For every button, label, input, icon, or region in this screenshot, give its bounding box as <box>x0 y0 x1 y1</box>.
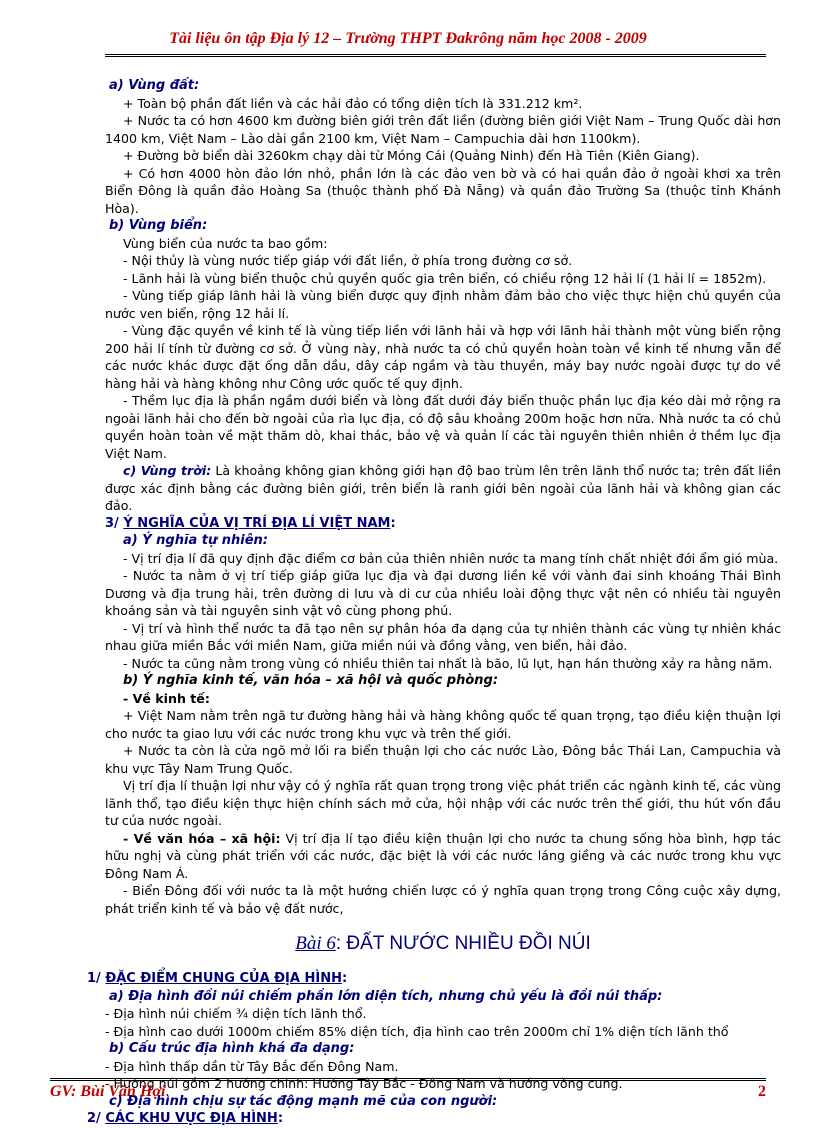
paragraph: - Địa hình thấp dần từ Tây Bắc đến Đông Nam. <box>105 1058 399 1074</box>
section-heading-3 <box>105 515 781 533</box>
paragraph: Vị trí địa lí thuận lợi như vậy có ý nghĩa rất quan trọng trong việc phát triển các ngành kinh tế, các vùng lãnh thổ, tạo điều kiện thực hiện chính sách mở cửa, hội nhập với các nước trên thế giới, thu hút vốn đầu tư của nước ngoài. <box>105 778 781 828</box>
document-body <box>87 77 781 1128</box>
paragraph: - Vị trí và hình thể nước ta đã tạo nên sự phân hóa đa dạng của tự nhiên thành các vùng tự nhiên khác nhau giữa miền Bắc với miền Nam, giữa miền núi và đồng vằng, ven biển, hải đảo. <box>105 620 781 653</box>
heading-ve-kinh-te: - Về kinh tế: <box>123 690 210 706</box>
paragraph: - Thềm lục địa là phần ngầm dưới biển và lòng đất dưới đáy biển thuộc phần lục địa kéo dài mở rộng ra ngoài lãnh hải cho đến bờ ngoài của rìa lục địa, có độ sâu khoảng 200m hoặc hơn nữa. Nhà nước ta có chủ quyền hoàn toàn về mặt thăm dò, khai thác, bảo vệ và quản lí các tài nguyên thiên nhiên ở thềm lục địa Việt Nam. <box>105 393 781 461</box>
heading-dia-hinh-doi-nui: a) Địa hình đồi núi chiếm phần lớn diện tích, nhưng chủ yếu là đồi núi thấp: <box>109 988 663 1004</box>
heading-cau-truc-dia-hinh: b) Cấu trúc địa hình khá đa dạng: <box>109 1041 355 1056</box>
paragraph: + Toàn bộ phần đất liền và các hải đảo có tổng diện tích là 331.212 km². <box>123 95 583 111</box>
heading-y-nghia-tu-nhien: a) Ý nghĩa tự nhiên: <box>123 533 268 548</box>
section-number: 3/ <box>105 515 124 531</box>
section-number: 2/ <box>87 1111 106 1126</box>
header-rule <box>105 54 766 57</box>
footer-author: GV: Bùi Văn Hợi <box>50 1083 166 1100</box>
paragraph: Vùng biển của nước ta bao gồm: <box>123 235 328 251</box>
paragraph-vung-troi <box>105 462 781 515</box>
section-title: Ý NGHĨA CỦA VỊ TRÍ ĐỊA LÍ VIỆT NAM <box>123 515 391 531</box>
section-number: 1/ <box>87 971 106 986</box>
section-heading-2 <box>87 1110 781 1128</box>
lesson-name: : ĐẤT NƯỚC NHIỀU ĐỒI NÚI <box>335 933 591 954</box>
paragraph: - Vùng đặc quyền về kinh tế là vùng tiếp liền với lãnh hải và hợp với lãnh hải thành một vùng biển rộng 200 hải lí tính từ đường cơ sở. Ở vùng này, nhà nước ta có chủ quyền hoàn toàn về kinh tế nhưng vẫn để các nước khác được đặt ống dẫn dầu, dây cáp ngầm và tàu thuyền, máy bay nước ngoài được tự do về hàng hải và hàng không như Công ước quốc tế quy định. <box>105 323 781 391</box>
paragraph: - Nội thủy là vùng nước tiếp giáp với đất liền, ở phía trong đường cơ sở. <box>123 253 573 268</box>
paragraph: - Biển Đông đối với nước ta là một hướng chiến lược có ý nghĩa quan trọng trong Công cuộc xây dựng, phát triển kinh tế và bảo vệ đất nước, <box>105 883 781 916</box>
heading-y-nghia-kinh-te: b) Ý nghĩa kinh tế, văn hóa – xã hội và quốc phòng: <box>123 673 499 688</box>
paragraph: + Nước ta còn là cửa ngõ mở lối ra biển thuận lợi cho các nước Lào, Đông bắc Thái Lan, Campuchia và khu vực Tây Nam Trung Quốc. <box>105 743 781 776</box>
section-colon: : <box>390 515 396 531</box>
heading-ve-van-hoa: - Về văn hóa – xã hội: <box>123 830 281 846</box>
section-title: ĐẶC ĐIỂM CHUNG CỦA ĐỊA HÌNH <box>105 971 342 986</box>
paragraph: + Việt Nam nằm trên ngã tư đường hàng hải và hàng không quốc tế quan trọng, tạo điều kiện thuận lợi cho nước ta giao lưu với các nước trong khu vực và trên thế giới. <box>105 708 781 741</box>
paragraph-van-hoa <box>105 830 781 883</box>
heading-tac-dong-con-nguoi: c) Địa hình chịu sự tác động mạnh mẽ của con người: <box>109 1093 498 1109</box>
page-header-title: Tài liệu ôn tập Địa lý 12 – Trường THPT Đakrông năm học 2008 - 2009 <box>169 30 647 47</box>
paragraph: - Vị trí địa lí đã quy định đặc điểm cơ bản của thiên nhiên nước ta mang tính chất nhiệt đới ẩm gió mùa. <box>123 550 779 566</box>
paragraph: - Địa hình núi chiếm ¾ diện tích lãnh thổ. <box>105 1006 367 1021</box>
section-colon: : <box>277 1111 284 1126</box>
footer-rule <box>50 1078 766 1081</box>
paragraph: + Nước ta có hơn 4600 km đường biên giới trên đất liền (đường biên giới Việt Nam – Trung Quốc dài hơn 1400 km, Việt Nam – Lào dài gần 2100 km, Việt Nam – Campuchia dài hơn 1100km). <box>105 113 781 146</box>
paragraph: - Vùng tiếp giáp lãnh hải là vùng biển được quy định nhằm đảm bảo cho việc thực hiện chủ quyền của nước ven biển, rộng 12 hải lí. <box>105 288 781 321</box>
heading-vung-dat: a) Vùng đất: <box>109 78 200 93</box>
paragraph: - Nước ta nằm ở vị trí tiếp giáp giữa lục địa và đại dương liền kề với vành đai sinh khoáng Thái Bình Dương và địa trung hải, trên đường di lưu và di cư của nhiều loài động thực vật nên có nhiều tài nguyên khoáng sản và tài nguyên sinh vật vô cùng phong phú. <box>105 568 781 618</box>
paragraph-text: Vị trí địa lí tạo điều kiện thuận lợi cho nước ta chung sống hòa bình, hợp tác hữu nghị và cùng phát triển với các nước, đặc biệt là với các nước láng giềng và các nước trong khu vực Đông Nam Á. <box>105 830 781 881</box>
heading-vung-bien: b) Vùng biển: <box>109 218 208 233</box>
paragraph: + Đường bờ biển dài 3260km chạy dài từ Móng Cái (Quảng Ninh) đến Hà Tiên (Kiên Giang). <box>123 148 700 163</box>
paragraph-text: Là khoảng không gian không giới hạn độ bao trùm lên trên lãnh thổ nước ta; trên đất liền được xác định bằng các đường biên giới, trên biển là ranh giới bên ngoài của lãnh hải và không gian các đảo. <box>105 463 781 513</box>
paragraph: - Nước ta cũng nằm trong vùng có nhiều thiên tai nhất là bão, lũ lụt, hạn hán thường xảy ra hằng năm. <box>123 655 773 671</box>
heading-vung-troi: c) Vùng trời: <box>123 463 212 478</box>
section-heading-1 <box>87 970 781 988</box>
paragraph: - Địa hình cao dưới 1000m chiếm 85% diện tích, địa hình cao trên 2000m chỉ 1% diện tích lãnh thổ <box>105 1023 729 1039</box>
paragraph: - Hướng núi gồm 2 hướng chính: Hướng Tây Bắc - Đông Nam và hướng vòng cung. <box>105 1076 623 1091</box>
lesson-label: Bài 6 <box>295 933 336 954</box>
section-colon: : <box>341 971 348 986</box>
paragraph: + Có hơn 4000 hòn đảo lớn nhỏ, phần lớn là các đảo ven bờ và có hai quần đảo ở ngoài khơi xa trên Biển Đông là quần đảo Hoàng Sa (thuộc thành phố Đà Nẵng) và quần đảo Trường Sa (thuộc tỉnh Khánh Hòa). <box>105 165 781 216</box>
section-title: CÁC KHU VỰC ĐỊA HÌNH <box>105 1111 278 1126</box>
lesson-title <box>105 931 781 956</box>
paragraph: - Lãnh hải là vùng biển thuộc chủ quyền quốc gia trên biển, có chiều rộng 12 hải lí (1 hải lí = 1852m). <box>123 270 767 286</box>
page-number: 2 <box>758 1083 766 1100</box>
